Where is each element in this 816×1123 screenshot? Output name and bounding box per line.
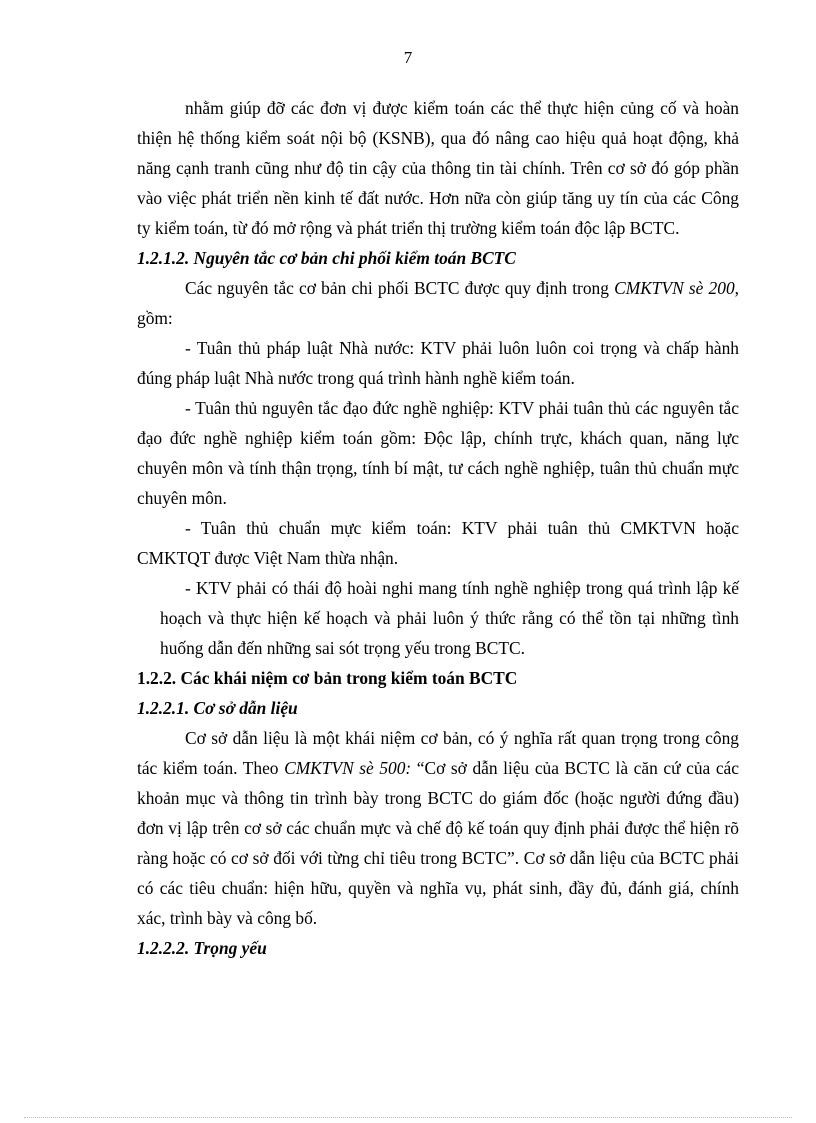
standard-ref-500: CMKTVN sè 500: xyxy=(284,758,412,778)
principles-text-end: , gồm: xyxy=(137,278,739,328)
document-body xyxy=(137,93,739,963)
bullet-ethics: - Tuân thủ nguyên tắc đạo đức nghề nghiệp: KTV phải tuân thủ các nguyên tắc đạo đức nghề nghiệp kiểm toán gồm: Độc lập, chính trực, khách quan, năng lực chuyên môn và tính thận trọng, tính bí mật, tư cách nghề nghiệp, tuân thủ chuẩn mực chuyên môn. xyxy=(137,398,739,508)
bullet-law: - Tuân thủ pháp luật Nhà nước: KTV phải luôn luôn coi trọng và chấp hành đúng pháp luật Nhà nước trong quá trình hành nghề kiểm toán. xyxy=(137,338,739,388)
paragraph-intro: nhằm giúp đỡ các đơn vị được kiểm toán các thể thực hiện củng cố và hoàn thiện hệ thống kiểm soát nội bộ (KSNB), qua đó nâng cao hiệu quả hoạt động, khả năng cạnh tranh cũng như độ tin cậy của thông tin tài chính. Trên cơ sở đó góp phần vào việc phát triển nền kinh tế đất nước. Hơn nữa còn giúp tăng uy tín của các Công ty kiểm toán, từ đó mở rộng và phát triển thị trường kiểm toán độc lập BCTC. xyxy=(137,98,739,238)
assertions-text-end: “Cơ sở dẫn liệu của BCTC là căn cứ của các khoản mục và thông tin trình bày trong BCTC do giám đốc (hoặc người đứng đầu) đơn vị lập trên cơ sở các chuẩn mực và chế độ kế toán quy định phải được thể hiện rõ ràng hoặc có cơ sở đối với từng chỉ tiêu trong BCTC”. Cơ sở dẫn liệu của BCTC phải có các tiêu chuẩn: hiện hữu, quyền và nghĩa vụ, phát sinh, đầy đủ, đánh giá, chính xác, trình bày và công bố. xyxy=(137,758,739,928)
paragraph-assertions xyxy=(137,723,739,933)
assertions-text: Cơ sở dẫn liệu là một khái niệm cơ bản, có ý nghĩa rất quan trọng trong công tác kiểm toán. Theo xyxy=(137,728,739,778)
principles-text: Các nguyên tắc cơ bản chi phối BCTC được quy định trong xyxy=(185,278,615,298)
bullet-standards: - Tuân thủ chuẩn mực kiểm toán: KTV phải tuân thủ CMKTVN hoặc CMKTQT được Việt Nam thừa nhận. xyxy=(137,518,739,568)
page-bottom-border xyxy=(24,1117,792,1118)
page-number: 7 xyxy=(403,48,413,67)
heading-1-2-2-1: 1.2.2.1. Cơ sở dẫn liệu xyxy=(137,698,298,718)
heading-1-2-2-2: 1.2.2.2. Trọng yếu xyxy=(137,938,267,958)
heading-1-2-1-2: 1.2.1.2. Nguyên tắc cơ bản chi phối kiểm toán BCTC xyxy=(137,248,516,268)
paragraph-principles xyxy=(137,273,739,333)
heading-1-2-2: 1.2.2. Các khái niệm cơ bản trong kiểm toán BCTC xyxy=(137,668,518,688)
standard-ref-200: CMKTVN sè 200 xyxy=(614,278,735,298)
bullet-skepticism: - KTV phải có thái độ hoài nghi mang tính nghề nghiệp trong quá trình lập kế hoạch và thực hiện kế hoạch và phải luôn ý thức rằng có thể tồn tại những tình huống dẫn đến những sai sót trọng yếu trong BCTC. xyxy=(160,578,739,658)
